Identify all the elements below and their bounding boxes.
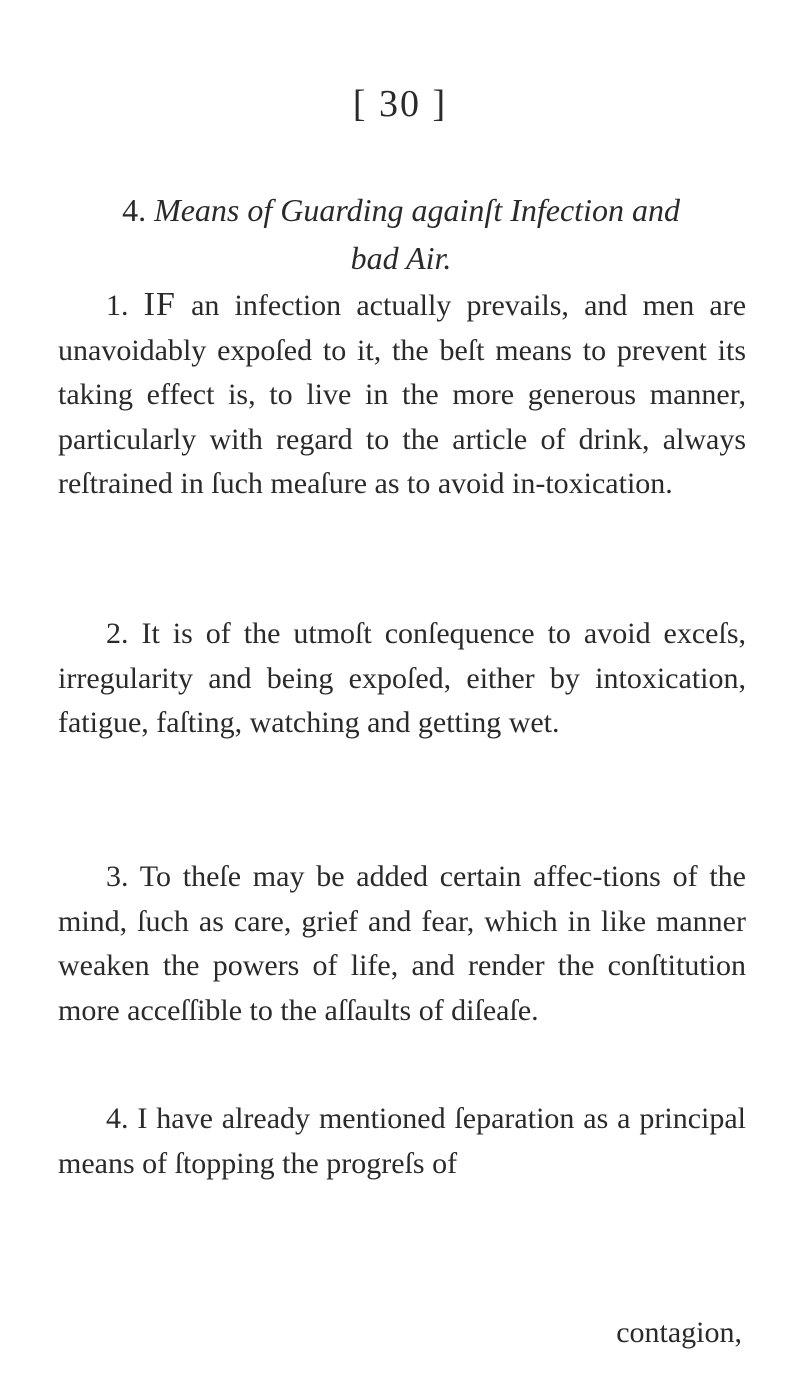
heading-title-line-2: bad Air. xyxy=(350,240,452,276)
paragraph-1-text: an infection actually prevails, and men are unavoidably expoſed to it, the beſt means to prevent its taking effect is, to live in the more generous manner, particularly with regard to the article of drink, always reſtrained in ſuch meaſure as to avoid in-toxication. xyxy=(58,289,747,500)
paragraph-2-text: It is of the utmoſt conſequence to avoid exceſs, irregularity and being expoſed, either by intoxication, fatigue, faſting, watching and getting wet. xyxy=(58,617,747,739)
paragraph-4 xyxy=(58,1097,746,1186)
heading-title-line-1: Means of Guarding againſt Infection and xyxy=(154,192,680,228)
paragraph-3-number: 3. xyxy=(106,860,129,893)
paragraph-3-text: To theſe may be added certain affec-tions of the mind, ſuch as care, grief and fear, which in like manner weaken the powers of life, and render the conſtitution more acceſſible to the aſſaults of diſeaſe. xyxy=(58,860,746,1027)
paragraph-3 xyxy=(58,855,746,1033)
catchword: contagion, xyxy=(616,1316,742,1349)
paragraph-1 xyxy=(58,283,746,507)
paragraph-1-number: 1. xyxy=(106,289,129,322)
paragraph-1-lead: IF xyxy=(143,286,176,323)
paragraph-4-text: I have already mentioned ſeparation as a principal means of ſtopping the progreſs of xyxy=(58,1102,746,1180)
section-heading xyxy=(56,186,746,282)
paragraph-2-number: 2. xyxy=(106,617,129,650)
heading-number: 4. xyxy=(122,192,147,228)
page-number: [ 30 ] xyxy=(352,83,448,125)
paragraph-4-number: 4. xyxy=(106,1102,129,1135)
paragraph-2 xyxy=(58,612,746,746)
heading-line-1 xyxy=(56,186,746,234)
